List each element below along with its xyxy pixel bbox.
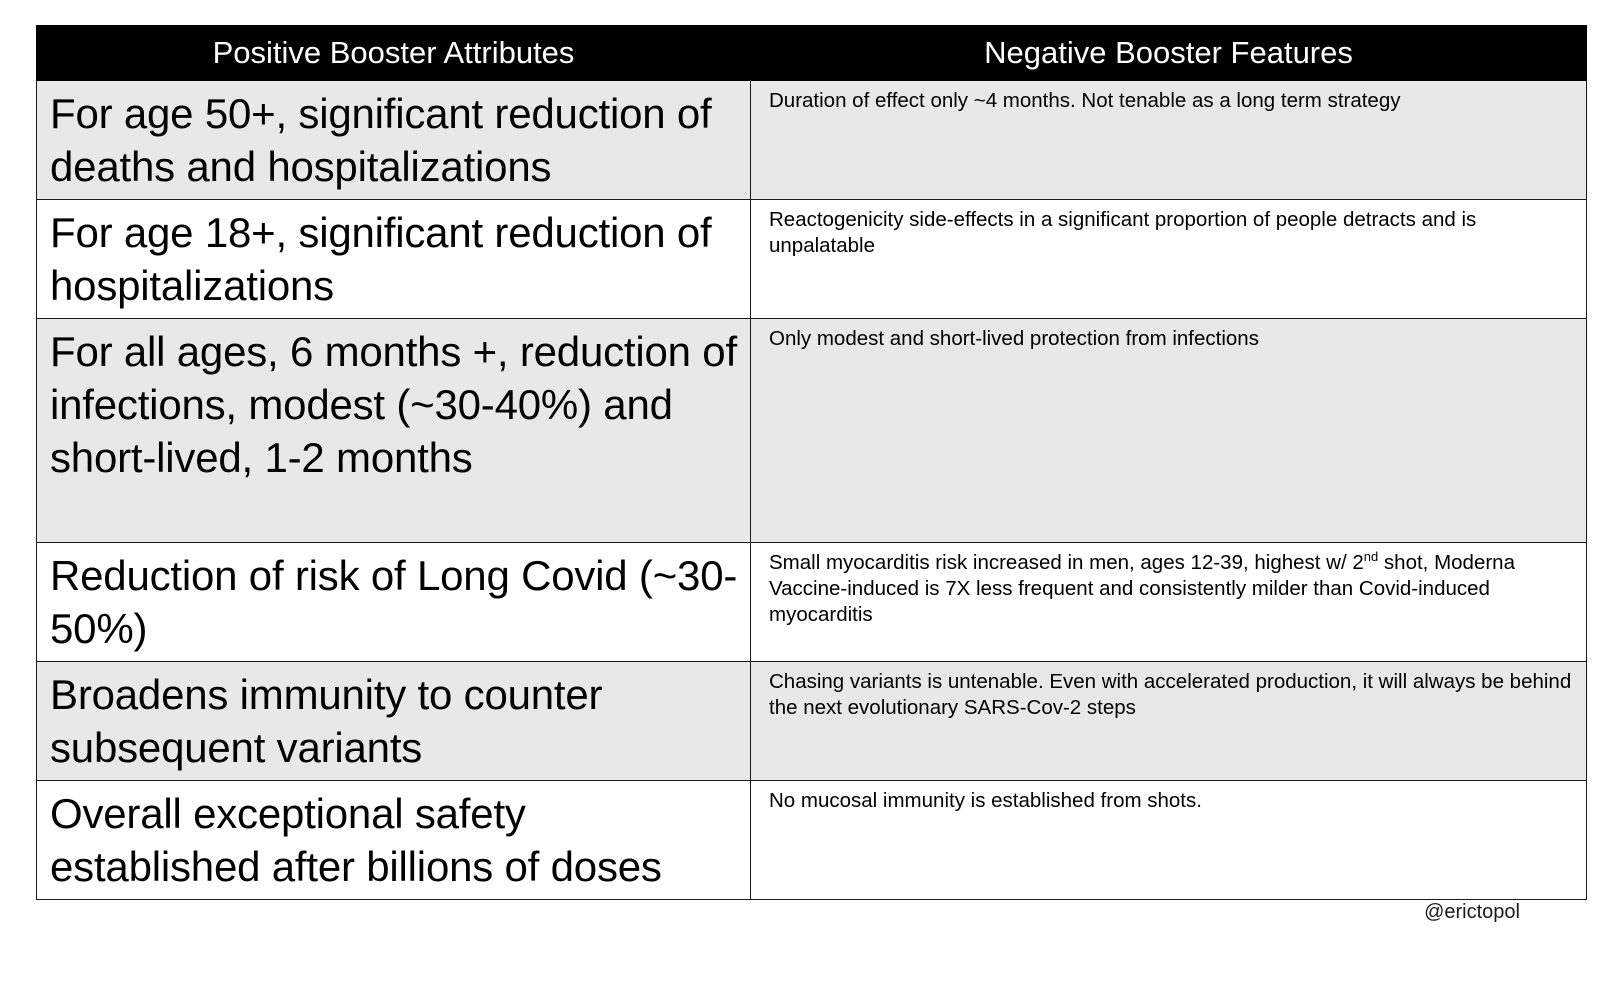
- negative-cell: [751, 543, 1587, 662]
- negative-cell: Duration of effect only ~4 months. Not tenable as a long term strategy: [751, 81, 1587, 200]
- negative-cell: No mucosal immunity is established from shots.: [751, 781, 1587, 900]
- table-row: [37, 662, 1587, 781]
- ordinal-suffix: nd: [1363, 549, 1379, 565]
- negative-cell: Chasing variants is untenable. Even with accelerated production, it will always be behind the next evolutionary SARS-Cov-2 steps: [751, 662, 1587, 781]
- myocarditis-risk-pre: Small myocarditis risk increased in men, ages 12-39, highest w/ 2: [769, 551, 1364, 574]
- myocarditis-risk-text: [769, 550, 1574, 576]
- positive-cell: Reduction of risk of Long Covid (~30-50%): [37, 543, 751, 662]
- positive-cell: Overall exceptional safety established after billions of doses: [37, 781, 751, 900]
- negative-cell: Only modest and short-lived protection from infections: [751, 319, 1587, 543]
- comparison-table: [36, 25, 1587, 900]
- header-negative: Negative Booster Features: [751, 26, 1587, 81]
- booster-comparison-table: [36, 25, 1586, 900]
- myocarditis-comparison-text: Vaccine-induced is 7X less frequent and consistently milder than Covid-induced myocarditis: [769, 577, 1490, 626]
- table-row: [37, 781, 1587, 900]
- table-row: [37, 81, 1587, 200]
- negative-cell: Reactogenicity side-effects in a significant proportion of people detracts and is unpalatable: [751, 200, 1587, 319]
- positive-cell: For all ages, 6 months +, reduction of infections, modest (~30-40%) and short-lived, 1-2 months: [37, 319, 751, 543]
- positive-cell: For age 50+, significant reduction of deaths and hospitalizations: [37, 81, 751, 200]
- header-row: [37, 26, 1587, 81]
- header-positive: Positive Booster Attributes: [37, 26, 751, 81]
- author-credit: @erictopol: [1424, 901, 1520, 923]
- table-row: [37, 319, 1587, 543]
- table-row: [37, 543, 1587, 662]
- positive-cell: Broadens immunity to counter subsequent variants: [37, 662, 751, 781]
- myocarditis-risk-post: shot, Moderna: [1378, 551, 1515, 574]
- positive-cell: For age 18+, significant reduction of hospitalizations: [37, 200, 751, 319]
- table-row: [37, 200, 1587, 319]
